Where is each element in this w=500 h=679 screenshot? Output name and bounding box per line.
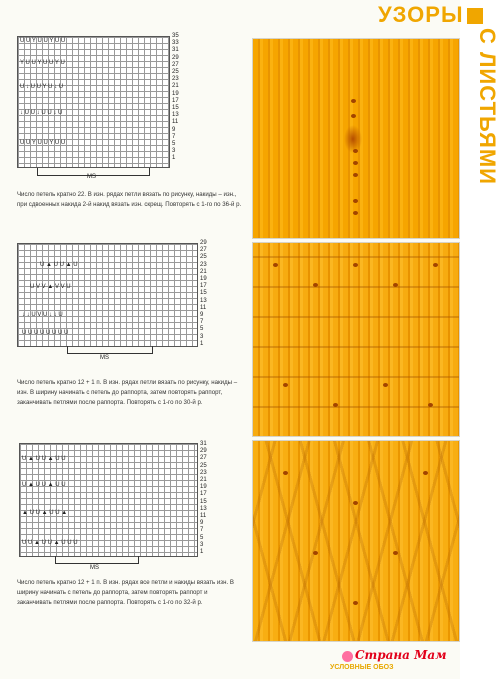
chart-3-ms-label: MS: [90, 565, 99, 571]
chart-3-row-numbers: [200, 441, 207, 556]
row-number: 1: [200, 549, 204, 556]
row-number: 23: [172, 76, 179, 83]
watermark: Страна Мам: [355, 648, 447, 662]
row-number: 27: [200, 247, 207, 254]
row-number: 3: [200, 333, 204, 340]
row-number: 13: [172, 112, 179, 119]
footer-text: УСЛОВНЫЕ ОБОЗ: [330, 664, 394, 671]
row-number: 31: [200, 441, 207, 447]
row-number: 13: [200, 505, 207, 512]
row-number: 21: [200, 477, 207, 484]
row-number: 19: [200, 484, 207, 491]
row-number: 27: [172, 61, 179, 68]
row-number: 13: [200, 297, 207, 304]
row-number: 7: [200, 319, 204, 326]
row-number: 17: [200, 491, 207, 498]
row-number: 25: [200, 254, 207, 261]
chart-2-repeat-bracket: [67, 346, 153, 354]
watermark-logo-icon: [342, 651, 353, 662]
page-title: УЗОРЫ: [378, 2, 464, 27]
side-title-text: С ЛИСТЬЯМИ: [475, 28, 500, 185]
title-square-icon: [467, 8, 483, 24]
knit-swatch-photo-2: [252, 242, 460, 437]
knit-swatch-photo-1: [252, 38, 460, 239]
chart-1-caption: Число петель кратно 22. В изн. рядах петли вязать по рисунку, накиды – изн., при сдвоенных накида 2-й накид вязать изн. скрещ. Повторять с 1-го по 36-й р.: [17, 191, 242, 208]
row-number: 31: [172, 47, 179, 54]
chart-2-caption: Число петель кратно 12 + 1 п. В изн. рядах петли вязать по рисунку, накиды – изн. В ширину начинать с петель до раппорта, затем повторять раппорт, заканчивать петлями после раппорта. Повторять с 1-го по 30-й р.: [17, 379, 238, 406]
row-number: 25: [172, 69, 179, 76]
row-number: 15: [172, 105, 179, 112]
row-number: 3: [200, 541, 204, 548]
row-number: 11: [172, 119, 179, 126]
side-title: [467, 30, 499, 220]
row-number: 17: [172, 97, 179, 104]
row-number: 7: [172, 133, 176, 140]
row-number: 1: [200, 340, 204, 347]
row-number: 17: [200, 283, 207, 290]
chart-2-row-numbers: [200, 240, 207, 348]
row-number: 29: [200, 240, 207, 246]
row-number: 11: [200, 513, 207, 520]
row-number: 29: [200, 448, 207, 455]
row-number: 21: [172, 83, 179, 90]
row-number: 21: [200, 268, 207, 275]
chart-3-repeat-bracket: [55, 556, 139, 564]
knit-swatch-photo-3: [252, 440, 460, 642]
chart-3-caption: Число петель кратно 12 + 1 п. В изн. рядах все петли и накиды вязать изн. В ширину начинать с петель до раппорта, затем повторять раппорт и заканчивать петлями после раппорта. Повторять с 1-го по 32-й р.: [17, 579, 234, 606]
row-number: 19: [172, 90, 179, 97]
row-number: 5: [200, 534, 204, 541]
row-number: 23: [200, 469, 207, 476]
row-number: 1: [172, 155, 176, 162]
row-number: 27: [200, 455, 207, 462]
row-number: 25: [200, 462, 207, 469]
row-number: 19: [200, 276, 207, 283]
row-number: 7: [200, 527, 204, 534]
row-number: 11: [200, 304, 207, 311]
row-number: 35: [172, 33, 179, 39]
row-number: 23: [200, 261, 207, 268]
knitting-chart-1: [17, 36, 170, 168]
chart-2-ms-label: MS: [100, 355, 109, 361]
row-number: 9: [200, 312, 204, 319]
row-number: 9: [172, 126, 176, 133]
row-number: 9: [200, 520, 204, 527]
chart-1-ms-label: MS: [87, 174, 96, 180]
row-number: 33: [172, 40, 179, 47]
row-number: 15: [200, 498, 207, 505]
row-number: 5: [200, 326, 204, 333]
row-number: 15: [200, 290, 207, 297]
row-number: 3: [172, 148, 176, 155]
row-number: 5: [172, 141, 176, 148]
chart-1-row-numbers: [172, 33, 179, 163]
row-number: 29: [172, 54, 179, 61]
magazine-page: U U Y U U Y U U Y U U Y U U Y U U ↓ U U Y U ↓ U ↓ U U ↓ U U ↓ U U U Y U U Y U U 35 33 31 29 27 25 23 21 19 17 15 13 11 9 7 5 3 1 MS Число петель кратно 22. В изн. рядах петли вязать по рисунку, накиды – изн., при сдвоенных накида 2-й накид вязать изн. скрещ. Повторять с 1-го по 36-й р. U ▲ U U ▲ U U V V ▲ V V U ↓ ↓ U V U ↓ ↓ U U U U U U U U U 29 27 25 23 21 19 17 15 13 11 9 7 5 3 1 MS Число петель кратно 12 + 1 п. В изн. рядах петли вязать по рисунку, накиды – изн. В ширину начинать с петель до раппорта, затем повторять раппорт, заканчивать петлями после раппорта. Повторять с 1-го по 30-й р. U ▲ U U ▲ U U U ▲ U U ▲ U U ▲ U U ▲ U U ▲ U U ▲ U U ▲ U U U 31 29 27 25 23 21 19 17 15 13 11 9 7 5 3 1 MS Число петель кратно 12 + 1 п. В изн. рядах все петли и накиды вязать изн. В ширину начинать с петель до раппорта, затем повторять раппорт и заканчивать петлями после раппорта. Повторять с 1-го по 32-й р. УЗОРЫ С ЛИСТЬЯМИ УСЛОВНЫЕ ОБОЗ Страна Мам: [0, 0, 500, 679]
